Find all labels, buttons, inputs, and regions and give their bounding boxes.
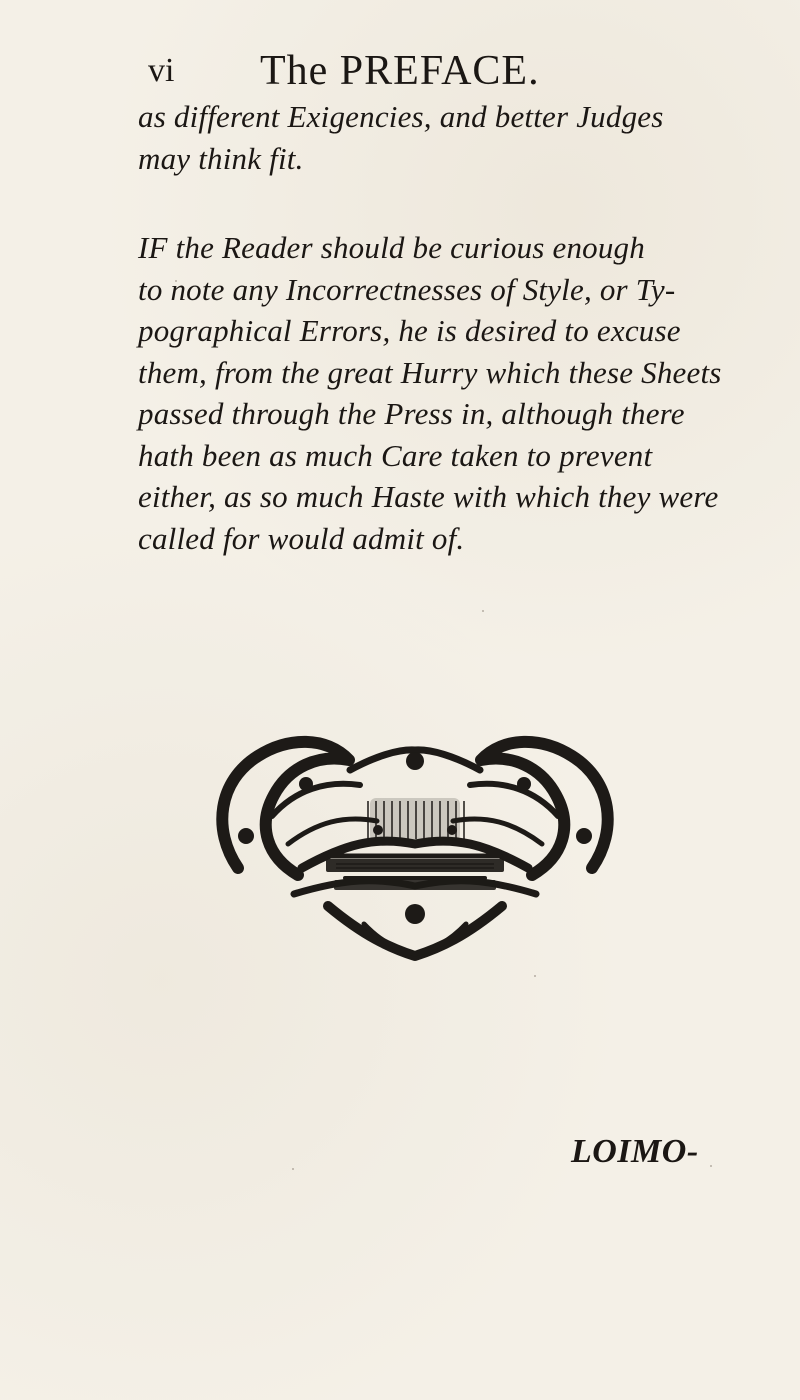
paragraph-1-line-2: may think fit. — [138, 140, 304, 176]
paper-speck — [482, 610, 484, 612]
paragraph-2-line-1: IF the Reader should be curious enough — [138, 230, 645, 265]
paper-speck — [175, 280, 177, 282]
paragraph-2-line-7: either, as so much Haste with which they were — [138, 479, 719, 514]
paper-speck — [534, 975, 536, 977]
paragraph-spacer — [138, 179, 658, 227]
page-header — [148, 50, 648, 92]
paper-speck — [292, 1168, 294, 1170]
paragraph-2-line-2: to note any Incorrectnesses of Style, or Ty- — [138, 271, 676, 307]
paragraph-2-line-3: pographical Errors, he is desired to excuse — [138, 313, 681, 348]
paper-speck — [710, 1165, 712, 1167]
decorative-tailpiece-ornament — [200, 718, 630, 968]
catchword: LOIMO- — [571, 1133, 699, 1170]
page-number: vi — [148, 52, 175, 89]
paragraph-2-line-8: called for would admit of. — [138, 520, 465, 556]
paragraph-2-line-5: passed through the Press in, although there — [138, 396, 685, 431]
preface-text — [138, 96, 722, 559]
paragraph-1-line-1: as different Exigencies, and better Judges — [138, 99, 664, 134]
paragraph-2-line-4: them, from the great Hurry which these Sheets — [138, 354, 722, 390]
paragraph-2-line-6: hath been as much Care taken to prevent — [138, 437, 653, 473]
running-head: The PREFACE. — [260, 48, 540, 94]
